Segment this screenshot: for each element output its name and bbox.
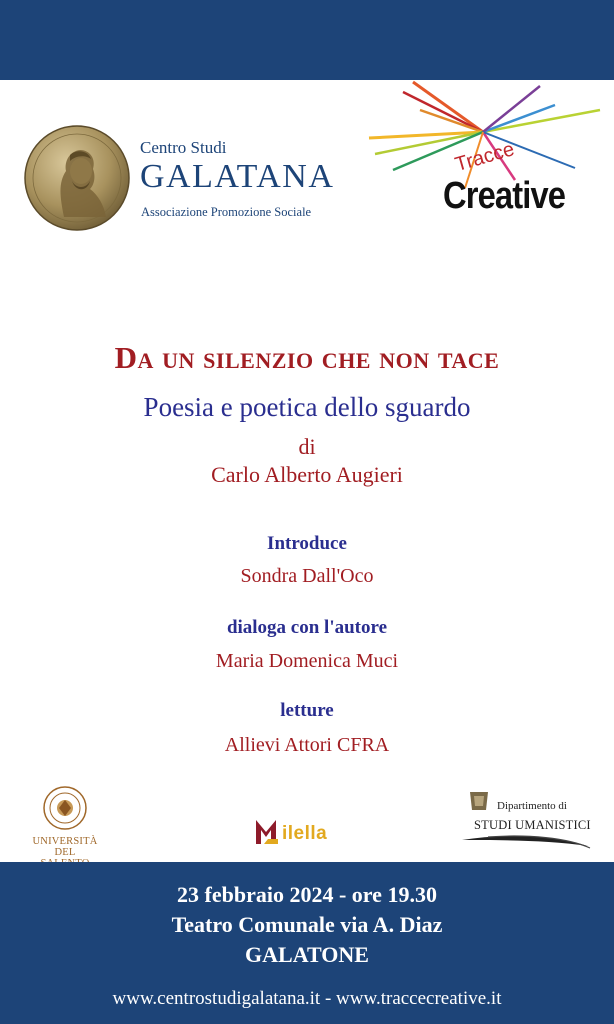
top-banner [0, 0, 614, 80]
department-name: STUDI UMANISTICI [474, 818, 591, 832]
intro-label: Introduce [267, 533, 347, 554]
event-title: Da un silenzio che non tace [114, 340, 500, 375]
university-line-2: DEL [54, 847, 76, 858]
event-subtitle: Poesia e poetica dello sguardo [143, 392, 471, 422]
event-town: GALATONE [245, 942, 369, 967]
dialogue-label: dialoga con l'autore [226, 617, 388, 638]
dialogue-name: Maria Domenica Muci [215, 650, 399, 672]
event-date: 23 febbraio 2024 - ore 19.30 [177, 882, 437, 907]
association-label: Associazione Promozione Sociale [141, 205, 312, 219]
by-label: di [298, 434, 316, 459]
readings-label: letture [280, 700, 334, 721]
university-seal-icon [41, 785, 89, 831]
intro-name: Sondra Dall'Oco [240, 565, 374, 587]
event-venue: Teatro Comunale via A. Diaz [171, 912, 443, 937]
websites-line[interactable]: www.centrostudigalatana.it - www.traccecreative.it [112, 988, 502, 1009]
creative-label: Creative [443, 175, 566, 217]
author-name: Carlo Alberto Augieri [211, 462, 403, 487]
galatana-title: GALATANA [140, 158, 335, 195]
department-prefix: Dipartimento di [497, 800, 567, 812]
centro-studi-label: Centro Studi [140, 138, 227, 157]
university-logo [30, 785, 100, 869]
tracce-label: Tracce [452, 138, 517, 177]
medal-logo [24, 125, 130, 231]
university-line-1: UNIVERSITÀ [32, 836, 98, 847]
readings-name: Allievi Attori CFRA [224, 734, 390, 756]
tracce-creative-rays-logo [365, 80, 605, 190]
publisher-name: ilella [282, 823, 328, 844]
